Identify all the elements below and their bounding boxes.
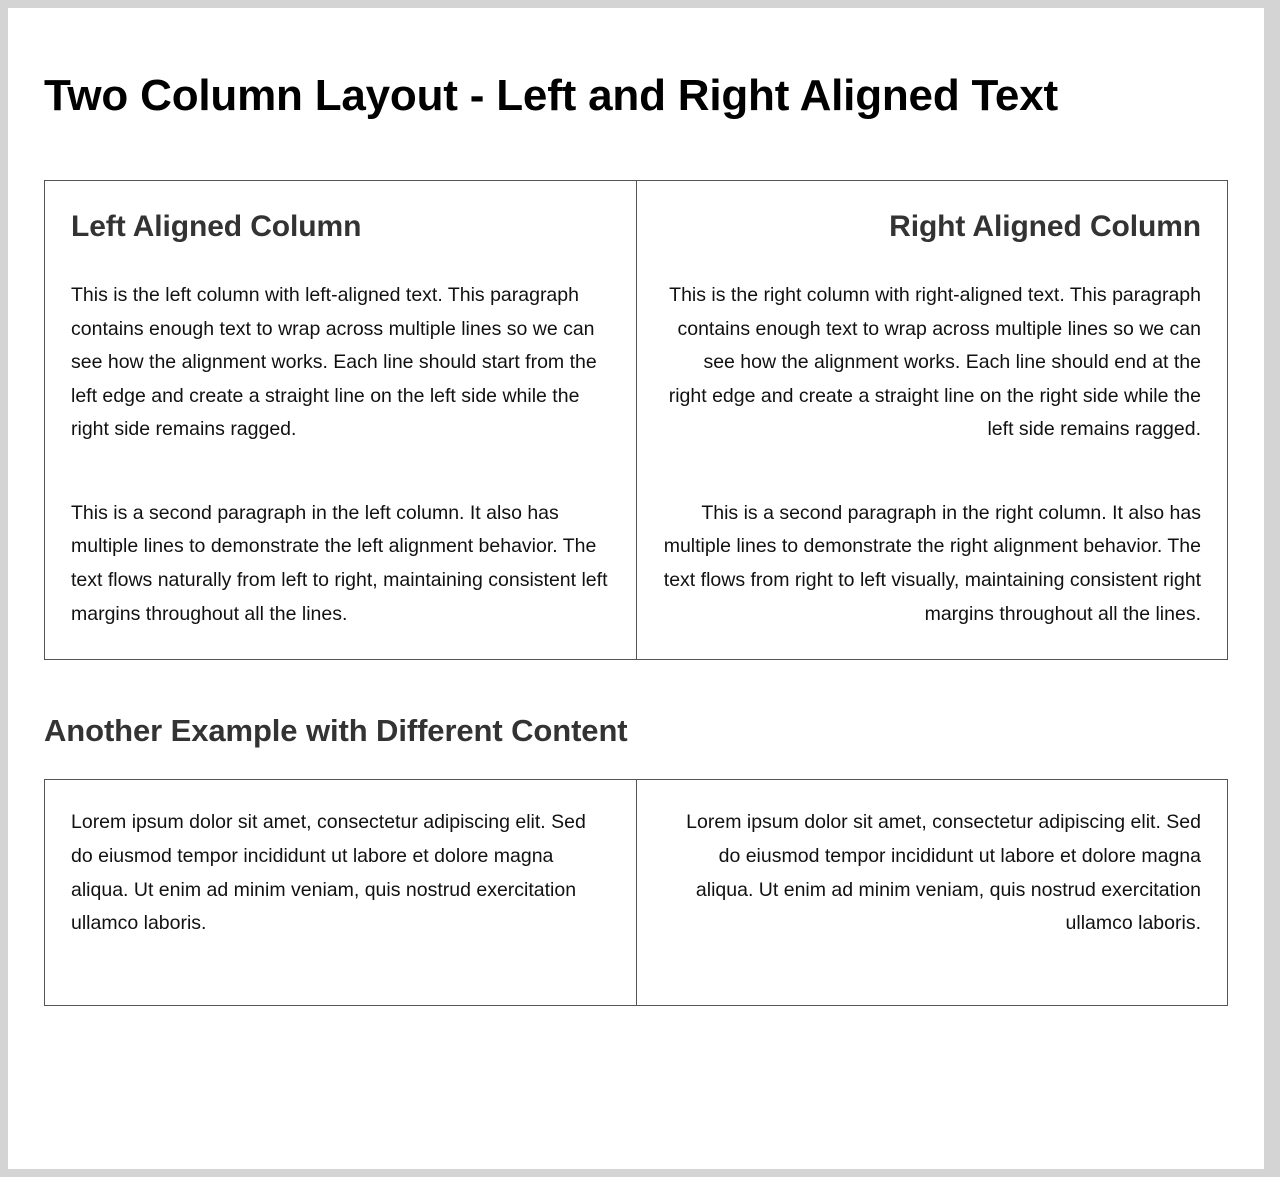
lorem-left-cell — [45, 780, 637, 1005]
left-column-paragraph-2: This is a second paragraph in the left column. It also has multiple lines to demonstrate the left alignment behavior. The text flows naturally from left to right, maintaining consistent left margins throughout all the lines. — [71, 501, 608, 625]
right-column-paragraph-2: This is a second paragraph in the right column. It also has multiple lines to demonstrate the right alignment behavior. The text flows from right to left visually, maintaining consistent right margins throughout all the lines. — [663, 501, 1201, 625]
right-column-paragraph-1: This is the right column with right-aligned text. This paragraph contains enough text to wrap across multiple lines so we can see how the alignment works. Each line should end at the right edge and create a straight line on the right side while the left side remains ragged. — [668, 283, 1201, 441]
page-title: Two Column Layout - Left and Right Aligned Text — [44, 71, 1058, 120]
lorem-right-paragraph: Lorem ipsum dolor sit amet, consectetur adipiscing elit. Sed do eiusmod tempor incididunt ut labore et dolore magna aliqua. Ut enim ad minim veniam, quis nostrud exercitation ullamco laboris. — [686, 811, 1201, 935]
left-aligned-column-cell — [45, 180, 637, 659]
page-content — [8, 8, 1264, 1169]
secondary-two-column-table — [44, 779, 1228, 1005]
primary-two-column-table — [44, 180, 1228, 660]
section-heading: Another Example with Different Content — [44, 713, 628, 749]
right-aligned-column-cell — [636, 180, 1228, 659]
table-row — [45, 180, 1228, 659]
right-column-heading: Right Aligned Column — [889, 209, 1201, 243]
table-row — [45, 780, 1228, 1005]
lorem-left-paragraph: Lorem ipsum dolor sit amet, consectetur adipiscing elit. Sed do eiusmod tempor incididunt ut labore et dolore magna aliqua. Ut enim ad minim veniam, quis nostrud exercitation ullamco laboris. — [71, 811, 586, 935]
lorem-right-cell — [636, 780, 1228, 1005]
left-column-paragraph-1: This is the left column with left-aligned text. This paragraph contains enough text to wrap across multiple lines so we can see how the alignment works. Each line should start from the left edge and create a straight line on the left side while the right side remains ragged. — [71, 283, 597, 441]
left-column-heading: Left Aligned Column — [71, 209, 362, 243]
